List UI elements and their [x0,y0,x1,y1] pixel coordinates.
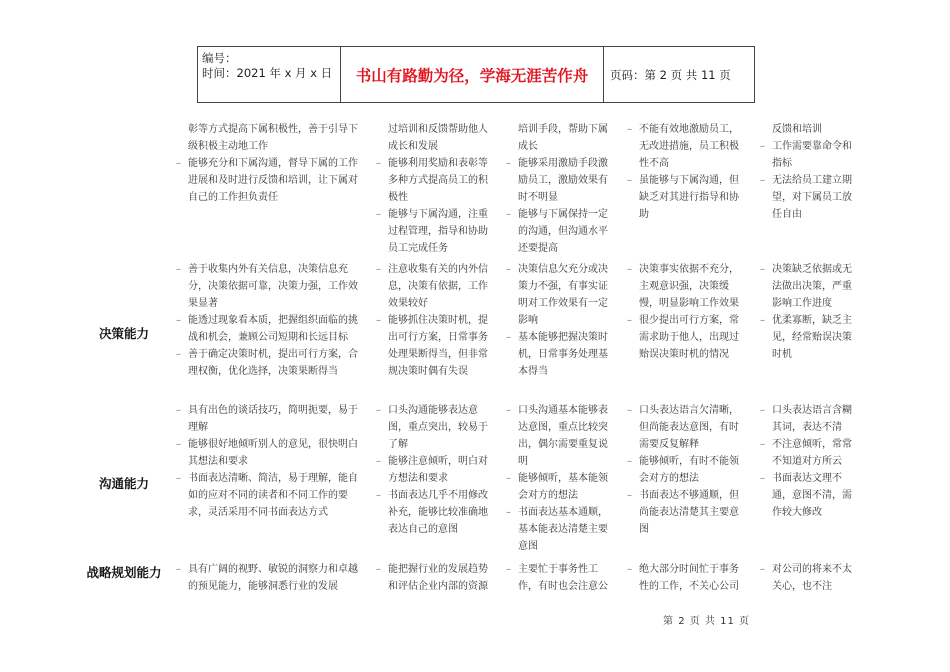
criterion-text: 不能有效地激励员工，无改进措施，员工积极性不高 [639,124,739,169]
criterion-text: 培训手段，帮助下属成长 [518,124,608,152]
criterion-item [506,402,612,470]
criterion-text: 不注意倾听，常常不知道对方所云 [772,439,852,467]
bullet-dash-icon: – [376,315,381,326]
criterion-item [506,470,612,504]
criterion-text: 决策信息欠充分或决策力不强，有事实证明对工作效果有一定影响 [518,264,608,326]
criterion-item [627,561,747,595]
bullet-dash-icon: – [376,564,381,575]
decision-col-5 [760,261,852,363]
strategy-col-1 [176,561,360,595]
criterion-text: 善于确定决策时机，提出可行方案，合理权衡，优化选择，决策果断得当 [188,349,358,377]
criterion-item [376,453,494,487]
time-label: 时间：2021 年 x 月 x 日 [202,66,333,80]
criterion-text: 优柔寡断，缺乏主见，经常贻误决策时机 [772,315,852,360]
bullet-dash-icon: – [506,405,511,416]
top-col-3 [506,121,612,257]
criterion-text: 能够采用激励手段激励员工，激励效果有时不明显 [518,158,608,203]
bullet-dash-icon: – [176,315,181,326]
header-page-label: 页码：第 2 页 共 11 页 [610,67,731,82]
criterion-item [176,121,360,155]
bullet-dash-icon: – [176,564,181,575]
bullet-dash-icon: – [176,349,181,360]
criterion-item [627,312,747,363]
criterion-item [760,172,852,223]
bullet-dash-icon: – [506,507,511,518]
criterion-text: 决策缺乏依据或无法做出决策，严重影响工作进度 [772,264,852,309]
bullet-dash-icon: – [760,141,765,152]
bullet-dash-icon: – [176,158,181,169]
criterion-text: 能透过现象看本质，把握组织面临的挑战和机会，兼顾公司短期和长远目标 [188,315,358,343]
criterion-item [627,487,747,538]
bullet-dash-icon: – [760,564,765,575]
criterion-item [176,261,360,312]
criterion-item [176,470,360,521]
criterion-text: 过培训和反馈帮助他人成长和发展 [388,124,488,152]
criterion-text: 能够注意倾听，明白对方想法和要求 [388,456,488,484]
bullet-dash-icon: – [506,264,511,275]
criterion-item [506,561,612,595]
bullet-dash-icon: – [760,439,765,450]
communication-col-3 [506,402,612,555]
criterion-text: 很少提出可行方案，常需求助于他人，出现过贻误决策时机的情况 [639,315,739,360]
top-col-2 [376,121,494,257]
criterion-text: 基本能够把握决策时机，日常事务处理基本得当 [518,332,608,377]
bullet-dash-icon: – [506,158,511,169]
criterion-item [627,402,747,453]
criterion-item [627,172,747,223]
bullet-dash-icon: – [176,405,181,416]
criterion-item [506,155,612,206]
category-decision: 决策能力 [98,326,149,341]
criterion-item [506,261,612,329]
bullet-dash-icon: – [760,315,765,326]
criterion-item [176,312,360,346]
bullet-dash-icon: – [376,490,381,501]
criterion-text: 能够与下属保持一定的沟通，但沟通水平还要提高 [518,209,608,254]
bullet-dash-icon: – [176,473,181,484]
criterion-text: 口头表达语言欠清晰，但尚能表达意图，有时需要反复解释 [639,405,739,450]
bullet-dash-icon: – [376,158,381,169]
criterion-text: 口头表达语言含糊其词，表达不清 [772,405,852,433]
criterion-text: 能够充分和下属沟通，督导下属的工作进展和及时进行反馈和培训，让下属对自己的工作担负责任 [188,158,358,203]
bullet-dash-icon: – [627,175,632,186]
criterion-item [760,261,852,312]
criterion-item [376,155,494,206]
bullet-dash-icon: – [506,209,511,220]
bullet-dash-icon: – [760,405,765,416]
criterion-text: 对公司的将来不太关心，也不注 [772,564,852,592]
decision-col-2 [376,261,494,380]
criterion-text: 书面表达不够通顺，但尚能表达清楚其主要意图 [639,490,739,535]
criterion-item [376,312,494,380]
top-col-4 [627,121,747,223]
bullet-dash-icon: – [760,473,765,484]
criterion-text: 口头沟通能够表达意图，重点突出，较易于了解 [388,405,488,450]
criterion-text: 虽能够与下属沟通，但缺乏对其进行指导和协助 [639,175,739,220]
criterion-item [506,206,612,257]
bullet-dash-icon: – [627,405,632,416]
criterion-text: 能够倾听，基本能领会对方的想法 [518,473,608,501]
criterion-text: 工作需要靠命令和指标 [772,141,852,169]
category-communication: 沟通能力 [98,476,149,491]
criterion-item [506,121,612,155]
bullet-dash-icon: – [376,405,381,416]
criterion-item [176,346,360,380]
criterion-text: 善于收集内外有关信息，决策信息充分，决策依据可靠，决策力强，工作效果显著 [188,264,358,309]
criterion-text: 能把握行业的发展趋势和评估企业内部的资源 [388,564,488,592]
criterion-text: 能够倾听，有时不能领会对方的想法 [639,456,739,484]
bullet-dash-icon: – [176,439,181,450]
bullet-dash-icon: – [506,473,511,484]
criterion-text: 能够抓住决策时机，提出可行方案，日常事务处理果断得当，但非常规决策时偶有失误 [388,315,488,377]
criterion-text: 口头沟通基本能够表达意图，重点比较突出，偶尔需要重复说明 [518,405,608,467]
criterion-item [760,436,852,470]
criterion-item [176,155,360,206]
criterion-item [760,561,852,595]
criterion-item [376,561,494,595]
strategy-col-5 [760,561,852,595]
decision-col-4 [627,261,747,363]
criterion-item [176,436,360,470]
number-label: 编号： [202,51,237,65]
criterion-item [760,121,852,138]
criterion-text: 具有广阔的视野、敏锐的洞察力和卓越的预见能力，能够洞悉行业的发展 [188,564,358,592]
criterion-text: 具有出色的谈话技巧，简明扼要，易于理解 [188,405,358,433]
communication-col-1 [176,402,360,521]
criterion-text: 能够与下属沟通，注重过程管理，指导和协助员工完成任务 [388,209,488,254]
communication-col-2 [376,402,494,538]
criterion-text: 书面表达清晰、简洁，易于理解，能自如的应对不同的读者和不同工作的要求，灵活采用不同书面表达方式 [188,473,358,518]
criterion-item [376,261,494,312]
criterion-item [176,561,360,595]
header-table [197,46,755,103]
criterion-text: 绝大部分时间忙于事务性的工作，不关心公司 [639,564,739,592]
category-strategy: 战略规划能力 [86,565,162,580]
bullet-dash-icon: – [376,209,381,220]
bullet-dash-icon: – [506,564,511,575]
bullet-dash-icon: – [760,264,765,275]
top-col-5 [760,121,852,223]
header-meta [198,47,341,102]
criterion-item [376,402,494,453]
bullet-dash-icon: – [627,490,632,501]
criterion-item [506,329,612,380]
top-col-1 [176,121,360,206]
header-motto: 书山有路勤为径，学海无涯苦作舟 [341,47,604,102]
criterion-text: 无法给员工建立期望，对下属员工放任自由 [772,175,852,220]
criterion-text: 能够很好地倾听别人的意见，很快明白其想法和要求 [188,439,358,467]
criterion-text: 书面表达几乎不用修改补充，能够比较准确地表达自己的意图 [388,490,488,535]
criterion-item [760,470,852,521]
criterion-text: 反馈和培训 [772,124,822,135]
criterion-item [627,453,747,487]
communication-col-5 [760,402,852,521]
bullet-dash-icon: – [627,315,632,326]
bullet-dash-icon: – [376,264,381,275]
criterion-item [627,121,747,172]
criterion-item [760,402,852,436]
criterion-item [760,138,852,172]
bullet-dash-icon: – [376,456,381,467]
criterion-item [376,121,494,155]
criterion-text: 书面表达基本通顺，基本能表达清楚主要意图 [518,507,608,552]
criterion-item [176,402,360,436]
communication-col-4 [627,402,747,538]
strategy-col-2 [376,561,494,595]
criterion-item [627,261,747,312]
criterion-text: 主要忙于事务性工作，有时也会注意公 [518,564,608,592]
strategy-col-3 [506,561,612,595]
decision-col-3 [506,261,612,380]
criterion-text: 彰等方式提高下属积极性，善于引导下级积极主动地工作 [188,124,358,152]
criterion-text: 决策事实依据不充分，主观意识强，决策缓慢，明显影响工作效果 [639,264,739,309]
bullet-dash-icon: – [627,456,632,467]
bullet-dash-icon: – [627,264,632,275]
bullet-dash-icon: – [506,332,511,343]
decision-col-1 [176,261,360,380]
criterion-item [760,312,852,363]
bullet-dash-icon: – [760,175,765,186]
strategy-col-4 [627,561,747,595]
page-footer: 第 2 页 共 11 页 [663,616,750,627]
bullet-dash-icon: – [176,264,181,275]
criterion-text: 书面表达文理不通，意图不清，需作较大修改 [772,473,852,518]
criterion-item [376,487,494,538]
criterion-item [506,504,612,555]
criterion-item [376,206,494,257]
criterion-text: 能够利用奖励和表彰等多种方式提高员工的积极性 [388,158,488,203]
bullet-dash-icon: – [627,124,632,135]
bullet-dash-icon: – [627,564,632,575]
criterion-text: 注意收集有关的内外信息，决策有依据，工作效果较好 [388,264,488,309]
